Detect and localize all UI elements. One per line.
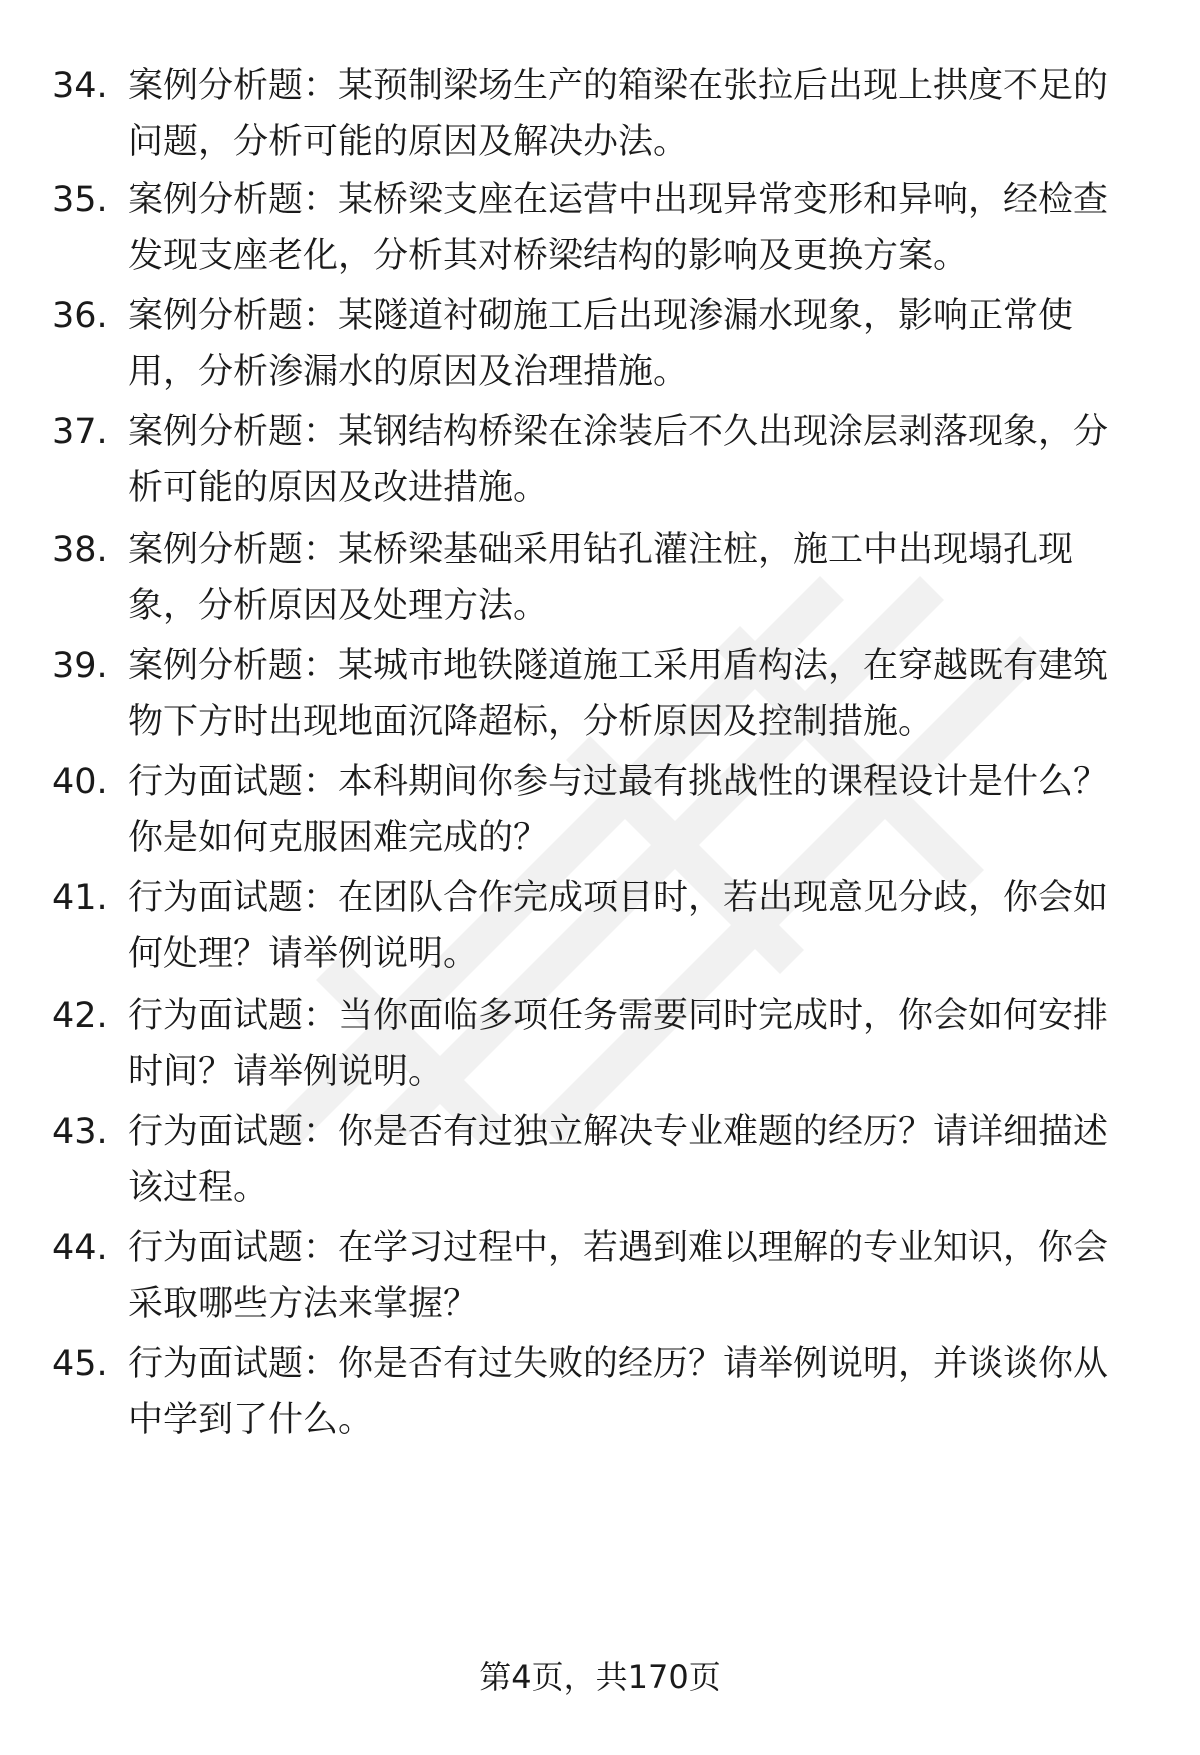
question-item — [0, 1104, 1200, 1208]
question-number: 36. — [52, 296, 108, 336]
question-item — [0, 1220, 1200, 1324]
question-item — [0, 58, 1200, 162]
question-line: 案例分析题：某钢结构桥梁在涂装后不久出现涂层剥落现象，分 — [128, 412, 1109, 452]
question-item — [0, 988, 1200, 1092]
question-number: 35. — [52, 180, 108, 220]
question-line: 时间？请举例说明。 — [128, 1052, 444, 1092]
question-item — [0, 870, 1200, 974]
question-number: 37. — [52, 412, 108, 452]
question-line: 用，分析渗漏水的原因及治理措施。 — [128, 352, 689, 392]
question-text — [128, 638, 1148, 750]
question-line: 中学到了什么。 — [128, 1400, 374, 1440]
question-item — [0, 1336, 1200, 1440]
question-line: 案例分析题：某桥梁支座在运营中出现异常变形和异响，经检查 — [128, 180, 1109, 220]
question-number: 38. — [52, 530, 108, 570]
question-line: 行为面试题：在团队合作完成项目时，若出现意见分歧，你会如 — [128, 878, 1109, 918]
question-text — [128, 1336, 1148, 1448]
question-text — [128, 1220, 1148, 1332]
question-line: 该过程。 — [128, 1168, 269, 1208]
question-text — [128, 1104, 1148, 1216]
question-text — [128, 754, 1148, 866]
question-line: 析可能的原因及改进措施。 — [128, 468, 549, 508]
question-text — [128, 870, 1148, 982]
question-number: 34. — [52, 66, 108, 106]
question-item — [0, 172, 1200, 276]
question-number: 44. — [52, 1228, 108, 1268]
question-line: 案例分析题：某预制梁场生产的箱梁在张拉后出现上拱度不足的 — [128, 66, 1109, 106]
question-item — [0, 288, 1200, 392]
question-text — [128, 288, 1148, 400]
question-line: 物下方时出现地面沉降超标，分析原因及控制措施。 — [128, 702, 934, 742]
question-line: 案例分析题：某桥梁基础采用钻孔灌注桩，施工中出现塌孔现 — [128, 530, 1074, 570]
question-number: 40. — [52, 762, 108, 802]
question-line: 行为面试题：你是否有过独立解决专业难题的经历？请详细描述 — [128, 1112, 1109, 1152]
page-number-footer: 第4页，共170页 — [479, 1658, 721, 1696]
question-item — [0, 522, 1200, 626]
question-number: 43. — [52, 1112, 108, 1152]
question-item — [0, 638, 1200, 742]
question-text — [128, 988, 1148, 1100]
question-text — [128, 404, 1148, 516]
question-line: 案例分析题：某城市地铁隧道施工采用盾构法，在穿越既有建筑 — [128, 646, 1109, 686]
question-text — [128, 58, 1148, 170]
question-line: 你是如何克服困难完成的？ — [128, 818, 549, 858]
question-text — [128, 172, 1148, 284]
question-text — [128, 522, 1148, 634]
question-line: 行为面试题：当你面临多项任务需要同时完成时，你会如何安排 — [128, 996, 1109, 1036]
question-number: 45. — [52, 1344, 108, 1384]
question-line: 发现支座老化，分析其对桥梁结构的影响及更换方案。 — [128, 236, 969, 276]
question-number: 39. — [52, 646, 108, 686]
question-line: 行为面试题：本科期间你参与过最有挑战性的课程设计是什么？ — [128, 762, 1109, 802]
question-number: 41. — [52, 878, 108, 918]
question-line: 何处理？请举例说明。 — [128, 934, 479, 974]
question-line: 行为面试题：你是否有过失败的经历？请举例说明，并谈谈你从 — [128, 1344, 1109, 1384]
question-line: 行为面试题：在学习过程中，若遇到难以理解的专业知识，你会 — [128, 1228, 1109, 1268]
question-number: 42. — [52, 996, 108, 1036]
question-line: 问题，分析可能的原因及解决办法。 — [128, 122, 689, 162]
question-line: 采取哪些方法来掌握？ — [128, 1284, 479, 1324]
question-line: 案例分析题：某隧道衬砌施工后出现渗漏水现象，影响正常使 — [128, 296, 1074, 336]
question-line: 象，分析原因及处理方法。 — [128, 586, 549, 626]
question-item — [0, 404, 1200, 508]
question-item — [0, 754, 1200, 858]
